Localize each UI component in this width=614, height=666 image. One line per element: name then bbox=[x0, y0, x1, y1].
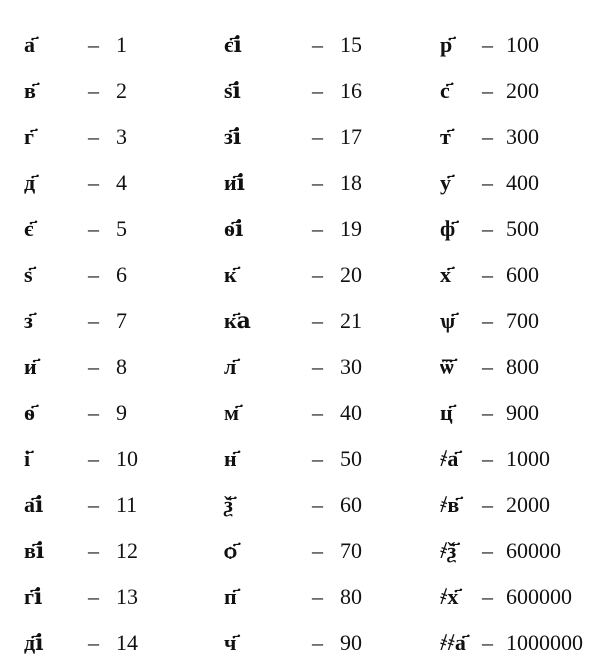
numeral-glyph: з҃і bbox=[224, 124, 242, 150]
numeral-glyph: ҂а҃ bbox=[440, 446, 459, 472]
dash: – bbox=[88, 124, 99, 149]
numeral-row bbox=[440, 528, 614, 574]
dash: – bbox=[312, 354, 323, 379]
numeral-row bbox=[24, 344, 204, 390]
numeral-glyph: р҃ bbox=[440, 32, 453, 58]
numeral-row bbox=[440, 22, 614, 68]
numeral-value: 5 bbox=[116, 216, 127, 241]
numeral-row bbox=[224, 206, 424, 252]
numeral-row bbox=[440, 206, 614, 252]
dash: – bbox=[482, 354, 493, 379]
dash: – bbox=[312, 630, 323, 655]
numeral-value: 14 bbox=[116, 630, 138, 655]
numeral-glyph: н҃ bbox=[224, 446, 237, 472]
numeral-row bbox=[24, 160, 204, 206]
numeral-row bbox=[24, 574, 204, 620]
numeral-value: 900 bbox=[506, 400, 539, 425]
numeral-value: 800 bbox=[506, 354, 539, 379]
numeral-glyph: ч҃ bbox=[224, 630, 237, 656]
numeral-row bbox=[24, 22, 204, 68]
numeral-glyph: м҃ bbox=[224, 400, 239, 426]
numeral-glyph: ѳ҃ bbox=[24, 400, 35, 426]
dash: – bbox=[88, 354, 99, 379]
dash: – bbox=[88, 216, 99, 241]
numeral-column-3 bbox=[440, 22, 614, 666]
numeral-column-1 bbox=[24, 22, 204, 666]
numeral-value: 2 bbox=[116, 78, 127, 103]
numeral-value: 600 bbox=[506, 262, 539, 287]
numeral-value: 600000 bbox=[506, 584, 572, 609]
dash: – bbox=[312, 584, 323, 609]
numeral-row bbox=[224, 620, 424, 666]
numeral-value: 20 bbox=[340, 262, 362, 287]
numeral-glyph: і҃ bbox=[24, 446, 31, 472]
dash: – bbox=[312, 32, 323, 57]
dash: – bbox=[312, 124, 323, 149]
numeral-glyph: ѳ҃і bbox=[224, 216, 244, 242]
numeral-value: 11 bbox=[116, 492, 138, 517]
numeral-glyph: и҃і bbox=[224, 170, 246, 196]
numeral-glyph: п҃ bbox=[224, 584, 237, 610]
numeral-row bbox=[24, 206, 204, 252]
dash: – bbox=[482, 170, 493, 195]
numeral-row bbox=[224, 344, 424, 390]
numeral-row bbox=[224, 482, 424, 528]
dash: – bbox=[482, 262, 493, 287]
dash: – bbox=[312, 492, 323, 517]
numeral-value: 7 bbox=[116, 308, 127, 333]
dash: – bbox=[88, 262, 99, 287]
dash: – bbox=[88, 78, 99, 103]
numeral-value: 1 bbox=[116, 32, 127, 57]
numeral-value: 2000 bbox=[506, 492, 550, 517]
dash: – bbox=[482, 216, 493, 241]
numeral-glyph: ѱ҃ bbox=[440, 308, 456, 334]
numeral-value: 16 bbox=[340, 78, 362, 103]
numeral-row bbox=[440, 482, 614, 528]
dash: – bbox=[312, 446, 323, 471]
numeral-value: 15 bbox=[340, 32, 362, 57]
numeral-value: 400 bbox=[506, 170, 539, 195]
dash: – bbox=[482, 446, 493, 471]
numeral-value: 300 bbox=[506, 124, 539, 149]
dash: – bbox=[88, 308, 99, 333]
numeral-row bbox=[224, 574, 424, 620]
numeral-value: 70 bbox=[340, 538, 362, 563]
numeral-glyph: ҂҂а҃ bbox=[440, 630, 466, 656]
numeral-row bbox=[224, 436, 424, 482]
numeral-row bbox=[224, 252, 424, 298]
numeral-value: 13 bbox=[116, 584, 138, 609]
numeral-glyph: т҃ bbox=[440, 124, 451, 150]
numeral-glyph: є҃і bbox=[224, 32, 242, 58]
dash: – bbox=[312, 216, 323, 241]
numeral-value: 30 bbox=[340, 354, 362, 379]
numeral-value: 8 bbox=[116, 354, 127, 379]
numeral-glyph: к҃а bbox=[224, 308, 251, 334]
numeral-glyph: ҂ѯ҃ bbox=[440, 538, 457, 564]
dash: – bbox=[312, 538, 323, 563]
numeral-row bbox=[24, 436, 204, 482]
numeral-row bbox=[440, 298, 614, 344]
numeral-row bbox=[24, 620, 204, 666]
dash: – bbox=[482, 492, 493, 517]
numeral-value: 200 bbox=[506, 78, 539, 103]
dash: – bbox=[482, 584, 493, 609]
numeral-glyph: ҂в҃ bbox=[440, 492, 460, 518]
numeral-row bbox=[224, 68, 424, 114]
numeral-glyph: ѯ҃ bbox=[224, 492, 233, 518]
numeral-glyph: ѕ҃і bbox=[224, 78, 241, 104]
numeral-row bbox=[440, 344, 614, 390]
numeral-value: 60000 bbox=[506, 538, 561, 563]
dash: – bbox=[482, 32, 493, 57]
numeral-row bbox=[224, 390, 424, 436]
numeral-row bbox=[24, 298, 204, 344]
numeral-value: 1000 bbox=[506, 446, 550, 471]
numeral-glyph: г҃і bbox=[24, 584, 43, 610]
numeral-value: 10 bbox=[116, 446, 138, 471]
numeral-glyph: з҃ bbox=[24, 308, 33, 334]
dash: – bbox=[482, 308, 493, 333]
numeral-row bbox=[440, 68, 614, 114]
numeral-value: 90 bbox=[340, 630, 362, 655]
dash: – bbox=[312, 400, 323, 425]
numeral-glyph: а҃і bbox=[24, 492, 44, 518]
numeral-row bbox=[224, 298, 424, 344]
dash: – bbox=[88, 446, 99, 471]
numeral-value: 9 bbox=[116, 400, 127, 425]
numeral-row bbox=[440, 436, 614, 482]
dash: – bbox=[312, 308, 323, 333]
numeral-glyph: с҃ bbox=[440, 78, 450, 104]
numeral-glyph: в҃і bbox=[24, 538, 45, 564]
numeral-value: 40 bbox=[340, 400, 362, 425]
numeral-value: 1000000 bbox=[506, 630, 583, 655]
numeral-row bbox=[24, 482, 204, 528]
dash: – bbox=[88, 32, 99, 57]
numeral-value: 500 bbox=[506, 216, 539, 241]
dash: – bbox=[88, 538, 99, 563]
dash: – bbox=[88, 492, 99, 517]
numeral-glyph: и҃ bbox=[24, 354, 37, 380]
numeral-value: 50 bbox=[340, 446, 362, 471]
numeral-glyph: к҃ bbox=[224, 262, 237, 288]
numeral-row bbox=[440, 390, 614, 436]
numeral-row bbox=[224, 528, 424, 574]
numeral-row bbox=[24, 390, 204, 436]
numeral-value: 12 bbox=[116, 538, 138, 563]
dash: – bbox=[88, 630, 99, 655]
numeral-value: 4 bbox=[116, 170, 127, 195]
numeral-column-2 bbox=[224, 22, 424, 666]
numeral-glyph: у҃ bbox=[440, 170, 451, 196]
numeral-value: 21 bbox=[340, 308, 362, 333]
dash: – bbox=[312, 262, 323, 287]
numeral-glyph: д҃і bbox=[24, 630, 44, 656]
numeral-value: 17 bbox=[340, 124, 362, 149]
numeral-value: 700 bbox=[506, 308, 539, 333]
dash: – bbox=[482, 538, 493, 563]
numeral-glyph: в҃ bbox=[24, 78, 36, 104]
numeral-row bbox=[224, 22, 424, 68]
numeral-glyph: г҃ bbox=[24, 124, 34, 150]
dash: – bbox=[312, 170, 323, 195]
numeral-row bbox=[224, 114, 424, 160]
numeral-glyph: є҃ bbox=[24, 216, 34, 242]
dash: – bbox=[312, 78, 323, 103]
dash: – bbox=[482, 124, 493, 149]
numeral-row bbox=[24, 114, 204, 160]
numeral-value: 19 bbox=[340, 216, 362, 241]
numeral-value: 80 bbox=[340, 584, 362, 609]
numeral-glyph: д҃ bbox=[24, 170, 36, 196]
numeral-row bbox=[24, 68, 204, 114]
dash: – bbox=[88, 584, 99, 609]
numeral-value: 100 bbox=[506, 32, 539, 57]
numeral-glyph: ѿ҃ bbox=[440, 354, 454, 380]
numeral-value: 6 bbox=[116, 262, 127, 287]
numeral-value: 3 bbox=[116, 124, 127, 149]
numeral-row bbox=[440, 160, 614, 206]
dash: – bbox=[482, 630, 493, 655]
numeral-glyph: а҃ bbox=[24, 32, 35, 58]
dash: – bbox=[482, 400, 493, 425]
numeral-row bbox=[440, 252, 614, 298]
dash: – bbox=[88, 170, 99, 195]
numeral-row bbox=[440, 574, 614, 620]
numeral-row bbox=[24, 528, 204, 574]
dash: – bbox=[88, 400, 99, 425]
numeral-row bbox=[440, 620, 614, 666]
dash: – bbox=[482, 78, 493, 103]
numeral-value: 18 bbox=[340, 170, 362, 195]
numeral-glyph: х҃ bbox=[440, 262, 451, 288]
numeral-row bbox=[24, 252, 204, 298]
numeral-row bbox=[440, 114, 614, 160]
numeral-glyph: ҂х҃ bbox=[440, 584, 459, 610]
numeral-glyph: ѕ҃ bbox=[24, 262, 33, 288]
numeral-glyph: л҃ bbox=[224, 354, 237, 380]
numeral-glyph: ѻ҃ bbox=[224, 538, 237, 564]
numeral-glyph: ф҃ bbox=[440, 216, 456, 242]
numeral-glyph: ц҃ bbox=[440, 400, 453, 426]
numeral-row bbox=[224, 160, 424, 206]
numeral-value: 60 bbox=[340, 492, 362, 517]
